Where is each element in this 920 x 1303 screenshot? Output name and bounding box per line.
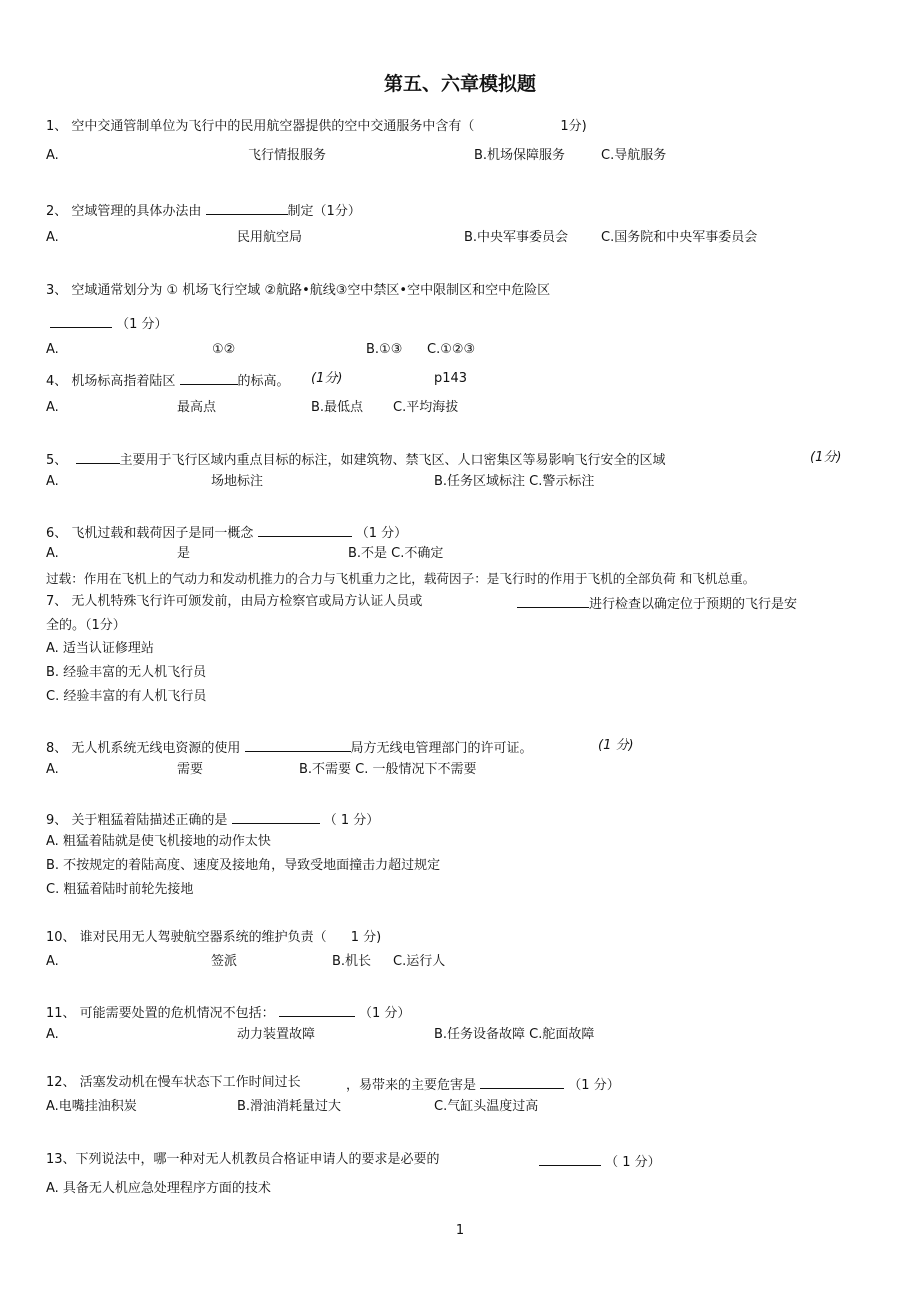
question-7-tail: 进行检查以确定位于预期的飞行是安 xyxy=(517,594,797,613)
q5-option-a: 场地标注 xyxy=(211,474,264,489)
question-3-blank: （1 分） xyxy=(50,314,168,333)
q1-option-c: C.导航服务 xyxy=(601,148,667,163)
question-5-stem: 5、 主要用于飞行区域内重点目标的标注，如建筑物、禁飞区、人口密集区等易影响飞行安全的区域 xyxy=(46,450,666,469)
q6-option-a: 是 xyxy=(177,546,191,561)
answer-blank xyxy=(258,523,352,537)
answer-blank xyxy=(245,738,351,752)
question-8-score: (1 分) xyxy=(598,738,634,753)
q10-option-a-label: A. xyxy=(46,954,59,969)
answer-blank xyxy=(232,810,320,824)
q7-option-b: B. 经验丰富的无人机飞行员 xyxy=(46,665,207,680)
q10-option-b: B.机长 xyxy=(332,954,372,969)
q4-option-c: C.平均海拔 xyxy=(393,400,459,415)
answer-blank xyxy=(279,1003,355,1017)
q11-option-a-label: A. xyxy=(46,1027,59,1042)
answer-blank xyxy=(517,594,589,608)
q4-option-a: 最高点 xyxy=(177,400,217,415)
q11-option-a: 动力装置故障 xyxy=(237,1027,316,1042)
question-7-line2: 全的。（1分） xyxy=(46,618,126,633)
q7-option-a: A. 适当认证修理站 xyxy=(46,641,154,656)
question-5-score: (1分) xyxy=(810,450,842,465)
q3-option-a: ①② xyxy=(212,342,236,357)
q2-option-c: C.国务院和中央军事委员会 xyxy=(601,230,758,245)
question-7-stem: 7、 无人机特殊飞行许可颁发前，由局方检察官或局方认证人员或 xyxy=(46,594,423,609)
answer-blank xyxy=(180,371,238,385)
q4-option-b: B.最低点 xyxy=(311,400,364,415)
question-13-stem: 13、下列说法中，哪一种对无人机教员合格证申请人的要求是必要的 xyxy=(46,1152,440,1167)
question-10-stem: 10、 谁对民用无人驾驶航空器系统的维护负责（ 1 分) xyxy=(46,930,382,945)
question-12-mid: ，易带来的主要危害是 （1 分） xyxy=(346,1075,620,1094)
answer-blank xyxy=(50,314,112,328)
q1-option-a-label: A. xyxy=(46,148,59,163)
q12-option-c: C.气缸头温度过高 xyxy=(434,1099,539,1114)
q3-option-b: B.①③ xyxy=(366,342,403,357)
page-title: 第五、六章模拟题 xyxy=(383,73,536,95)
answer-blank xyxy=(206,201,288,215)
q10-option-c: C.运行人 xyxy=(393,954,446,969)
q9-option-a: A. 粗猛着陆就是使飞机接地的动作太快 xyxy=(46,834,271,849)
q6-option-bc: B.不是 C.不确定 xyxy=(348,546,444,561)
q2-option-a: 民用航空局 xyxy=(237,230,303,245)
q9-option-b: B. 不按规定的着陆高度、速度及接地角，导致受地面撞击力超过规定 xyxy=(46,858,441,873)
question-2-stem: 2、 空域管理的具体办法由 制定（1分） xyxy=(46,201,361,220)
question-13-blank: （ 1 分） xyxy=(539,1152,661,1171)
q11-option-bc: B.任务设备故障 C.舵面故障 xyxy=(434,1027,595,1042)
q5-option-bc: B.任务区域标注 C.警示标注 xyxy=(434,474,595,489)
question-6-stem: 6、 飞机过载和载荷因子是同一概念 （1 分） xyxy=(46,523,407,542)
q12-option-a: A.电嘴挂油积炭 xyxy=(46,1099,137,1114)
question-8-stem: 8、 无人机系统无线电资源的使用 局方无线电管理部门的许可证。 xyxy=(46,738,533,757)
question-6-note: 过载：作用在飞机上的气动力和发动机推力的合力与飞机重力之比，载荷因子：是飞行时的作用于飞机的全部负荷 和飞机总重。 xyxy=(46,571,756,586)
answer-blank xyxy=(480,1075,564,1089)
question-4-page-ref: p143 xyxy=(434,371,468,386)
q8-option-a-label: A. xyxy=(46,762,59,777)
q13-option-a: A. 具备无人机应急处理程序方面的技术 xyxy=(46,1181,271,1196)
q7-option-c: C. 经验丰富的有人机飞行员 xyxy=(46,689,207,704)
question-9-stem: 9、 关于粗猛着陆描述正确的是 （ 1 分） xyxy=(46,810,379,829)
q3-option-c: C.①②③ xyxy=(427,342,476,357)
q12-option-b: B.滑油消耗量过大 xyxy=(237,1099,342,1114)
q5-option-a-label: A. xyxy=(46,474,59,489)
q9-option-c: C. 粗猛着陆时前轮先接地 xyxy=(46,882,194,897)
q6-option-a-label: A. xyxy=(46,546,59,561)
q2-option-b: B.中央军事委员会 xyxy=(464,230,569,245)
q1-option-b: B.机场保障服务 xyxy=(474,148,566,163)
question-12-stem: 12、 活塞发动机在慢车状态下工作时间过长 xyxy=(46,1075,301,1090)
q8-option-a: 需要 xyxy=(177,762,204,777)
answer-blank xyxy=(76,450,120,464)
answer-blank xyxy=(539,1152,601,1166)
page-number: 1 xyxy=(455,1223,465,1238)
question-3-stem: 3、 空域通常划分为 ① 机场飞行空域 ②航路•航线③空中禁区•空中限制区和空中危险区 xyxy=(46,283,551,298)
q10-option-a: 签派 xyxy=(211,954,238,969)
q3-option-a-label: A. xyxy=(46,342,59,357)
q2-option-a-label: A. xyxy=(46,230,59,245)
question-4-score: (1分) xyxy=(311,371,343,386)
q4-option-a-label: A. xyxy=(46,400,59,415)
question-1-stem: 1、 空中交通管制单位为飞行中的民用航空器提供的空中交通服务中含有（ 1分) xyxy=(46,119,587,134)
q1-option-a: 飞行情报服务 xyxy=(248,148,327,163)
question-11-stem: 11、 可能需要处置的危机情况不包括： （1 分） xyxy=(46,1003,410,1022)
q8-option-bc: B.不需要 C. 一般情况下不需要 xyxy=(299,762,477,777)
question-4-stem: 4、 机场标高指着陆区 的标高。 xyxy=(46,371,290,390)
